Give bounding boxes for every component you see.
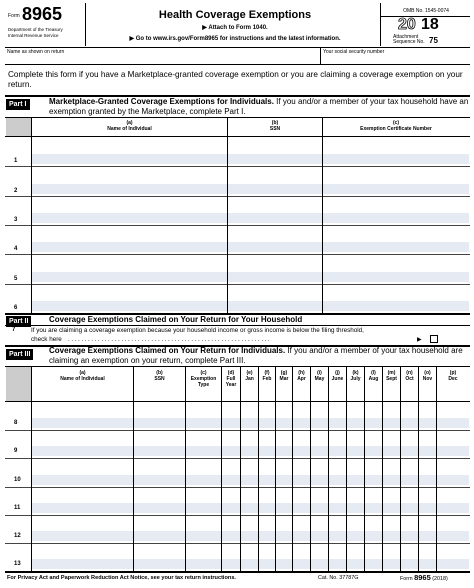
part-3-month-checkbox[interactable] — [365, 418, 382, 428]
part-3-month-checkbox[interactable] — [259, 531, 275, 541]
part-1-title-bold: Marketplace-Granted Coverage Exemptions for Individuals. — [49, 97, 274, 106]
part-3-month-checkbox[interactable] — [259, 503, 275, 513]
part-3-month-checkbox[interactable] — [437, 503, 469, 513]
part-3-text-field[interactable] — [32, 559, 133, 569]
part-3-month-checkbox[interactable] — [329, 418, 346, 428]
part-3-month-checkbox[interactable] — [419, 418, 436, 428]
part-1-col-c-header: (c) Exemption Certificate Number — [360, 120, 432, 132]
part-1-ssn-field[interactable] — [228, 184, 322, 194]
part-1-name-field[interactable] — [32, 184, 227, 194]
part-3-row-number: 13 — [14, 561, 21, 568]
part-3-month-checkbox[interactable] — [329, 503, 346, 513]
part-3-text-field[interactable] — [134, 475, 185, 485]
part-3-month-checkbox[interactable] — [347, 418, 364, 428]
part-2-badge: Part II — [6, 316, 31, 327]
part-3-month-checkbox[interactable] — [293, 503, 310, 513]
part-3-month-checkbox[interactable] — [222, 559, 240, 569]
part-1-row-number: 3 — [14, 216, 18, 223]
part-3-col-header: (h) Apr — [297, 370, 306, 382]
part-1-name-field[interactable] — [32, 301, 227, 311]
part-3-month-checkbox[interactable] — [401, 475, 418, 485]
part-3-month-checkbox[interactable] — [222, 475, 240, 485]
part-3-month-checkbox[interactable] — [241, 475, 258, 485]
part-3-month-checkbox[interactable] — [276, 503, 292, 513]
part-3-month-checkbox[interactable] — [276, 446, 292, 456]
part-3-col-header: (l) Aug — [368, 370, 379, 382]
part-3-month-checkbox[interactable] — [437, 559, 469, 569]
part-3-month-checkbox[interactable] — [383, 418, 400, 428]
part-3-col-header: (e) Jan — [245, 370, 254, 382]
part-3-col-header: (n) Oct — [405, 370, 414, 382]
part-1-ssn-field[interactable] — [228, 272, 322, 282]
line-7-number: 7 — [12, 327, 16, 333]
part-3-month-checkbox[interactable] — [437, 531, 469, 541]
footer-form-id — [400, 573, 448, 582]
part-3-month-checkbox[interactable] — [365, 446, 382, 456]
part-3-text-field[interactable] — [134, 559, 185, 569]
department-line-2: Internal Revenue Service — [8, 33, 59, 38]
part-3-month-checkbox[interactable] — [311, 559, 328, 569]
part-3-month-checkbox[interactable] — [329, 475, 346, 485]
part-1-row-number: 2 — [14, 187, 18, 194]
part-3-month-checkbox[interactable] — [293, 531, 310, 541]
line-7-arrow: ▶ — [417, 337, 422, 343]
part-1-col-b-header: (b) SSN — [269, 120, 281, 132]
footer-form-word: Form — [400, 576, 413, 582]
part-3-month-checkbox[interactable] — [347, 559, 364, 569]
part-3-month-checkbox[interactable] — [401, 418, 418, 428]
part-1-corner-shade — [6, 118, 31, 136]
part-1-certificate-field[interactable] — [323, 154, 469, 164]
part-3-month-checkbox[interactable] — [241, 446, 258, 456]
part-3-month-checkbox[interactable] — [222, 503, 240, 513]
part-3-col-header: (g) Mar — [279, 370, 289, 382]
part-3-month-checkbox[interactable] — [311, 418, 328, 428]
part-2-title-bold: Coverage Exemptions Claimed on Your Return for Your Household — [49, 315, 303, 324]
part-1-col-a-header: (a) Name of Individual — [107, 120, 152, 132]
part-1-certificate-field[interactable] — [323, 272, 469, 282]
part-3-text-field[interactable] — [186, 475, 221, 485]
part-1-row-number: 1 — [14, 158, 18, 165]
name-field[interactable] — [7, 55, 317, 63]
omb-number: OMB No. 1545-0074 — [403, 8, 449, 14]
part-1-badge: Part I — [6, 99, 30, 110]
name-label: Name as shown on return — [7, 49, 65, 55]
part-3-month-checkbox[interactable] — [419, 446, 436, 456]
part-1-row-number: 6 — [14, 304, 18, 311]
part-3-month-checkbox[interactable] — [419, 531, 436, 541]
part-3-month-checkbox[interactable] — [347, 446, 364, 456]
part-3-col-header: (k) July — [350, 370, 361, 382]
part-3-title-bold: Coverage Exemptions Claimed on Your Return for Individuals. — [49, 346, 286, 355]
part-3-row-number: 9 — [14, 448, 18, 455]
part-3-month-checkbox[interactable] — [222, 418, 240, 428]
part-3-month-checkbox[interactable] — [293, 418, 310, 428]
part-3-row-number: 10 — [14, 476, 21, 483]
part-3-month-checkbox[interactable] — [437, 446, 469, 456]
part-3-title — [49, 346, 469, 366]
part-3-month-checkbox[interactable] — [365, 503, 382, 513]
part-3-month-checkbox[interactable] — [383, 503, 400, 513]
part-1-ssn-field[interactable] — [228, 301, 322, 311]
part-3-text-field[interactable] — [134, 418, 185, 428]
part-3-text-field[interactable] — [134, 446, 185, 456]
part-3-text-field[interactable] — [186, 531, 221, 541]
part-3-col-header: (d) Full Year — [225, 370, 237, 388]
part-1-row-number: 4 — [14, 246, 18, 253]
part-3-month-checkbox[interactable] — [437, 475, 469, 485]
part-3-text-field[interactable] — [186, 418, 221, 428]
part-3-col-header: (o) Nov — [422, 370, 433, 382]
part-3-month-checkbox[interactable] — [329, 446, 346, 456]
tax-year-bold: 18 — [421, 16, 439, 33]
department-line-1: Department of the Treasury — [8, 27, 63, 32]
ssn-label: Your social security number — [323, 49, 385, 55]
part-3-month-checkbox[interactable] — [293, 446, 310, 456]
part-3-month-checkbox[interactable] — [347, 531, 364, 541]
part-1-certificate-field[interactable] — [323, 242, 469, 252]
part-3-col-header: (i) May — [314, 370, 325, 382]
part-1-certificate-field[interactable] — [323, 301, 469, 311]
part-3-text-field[interactable] — [134, 531, 185, 541]
part-3-month-checkbox[interactable] — [311, 475, 328, 485]
part-3-month-checkbox[interactable] — [276, 418, 292, 428]
part-3-month-checkbox[interactable] — [365, 475, 382, 485]
part-3-col-header: (m) Sept — [386, 370, 397, 382]
part-3-month-checkbox[interactable] — [259, 475, 275, 485]
part-3-month-checkbox[interactable] — [401, 531, 418, 541]
part-3-month-checkbox[interactable] — [241, 503, 258, 513]
part-3-col-header: (a) Name of Individual — [60, 370, 105, 382]
part-3-month-checkbox[interactable] — [419, 559, 436, 569]
part-3-month-checkbox[interactable] — [365, 559, 382, 569]
part-3-text-field[interactable] — [134, 503, 185, 513]
part-1-ssn-field[interactable] — [228, 213, 322, 223]
part-3-month-checkbox[interactable] — [365, 531, 382, 541]
part-3-month-checkbox[interactable] — [311, 503, 328, 513]
part-1-name-field[interactable] — [32, 272, 227, 282]
part-3-month-checkbox[interactable] — [347, 503, 364, 513]
tax-year-outline: 20 — [398, 16, 416, 33]
attach-instruction: ▶ Attach to Form 1040. — [202, 25, 268, 31]
part-3-text-field[interactable] — [32, 446, 133, 456]
catalog-number: Cat. No. 37787G — [318, 575, 359, 581]
part-3-month-checkbox[interactable] — [293, 475, 310, 485]
part-3-month-checkbox[interactable] — [311, 531, 328, 541]
sequence-label: Sequence No. — [393, 39, 425, 45]
part-3-month-checkbox[interactable] — [241, 418, 258, 428]
part-3-month-checkbox[interactable] — [401, 503, 418, 513]
line-7-leader-dots: . . . . . . . . . . . . . . . . . . . . . . . . . . . . . . . . . . . . . . . . . . . . . . . . . . . . . . . . . . . . . — [68, 337, 270, 343]
attachment-label: Attachment — [393, 34, 419, 40]
part-1-name-field[interactable] — [32, 242, 227, 252]
part-3-text-field[interactable] — [32, 503, 133, 513]
part-3-month-checkbox[interactable] — [293, 559, 310, 569]
part-3-col-header: (c) Exemption Type — [190, 370, 217, 388]
part-3-month-checkbox[interactable] — [276, 475, 292, 485]
part-1-name-field[interactable] — [32, 213, 227, 223]
part-3-text-field[interactable] — [32, 531, 133, 541]
part-3-row-number: 11 — [14, 504, 21, 511]
irs-website-instruction: ▶ Go to www.irs.gov/Form8965 for instructions and the latest information. — [129, 36, 341, 42]
part-3-month-checkbox[interactable] — [383, 559, 400, 569]
part-3-month-checkbox[interactable] — [329, 531, 346, 541]
intro-instructions: Complete this form if you have a Marketplace-granted coverage exemption or you are claiming a coverage exemption on your return. — [8, 70, 463, 89]
footer-form-year: (2018) — [432, 576, 448, 582]
part-3-badge: Part III — [6, 349, 33, 360]
part-3-corner-shade — [6, 367, 31, 401]
part-3-text-field[interactable] — [186, 503, 221, 513]
part-3-month-checkbox[interactable] — [259, 446, 275, 456]
part-3-month-checkbox[interactable] — [222, 531, 240, 541]
footer-form-number: 8965 — [414, 573, 431, 582]
part-3-col-header: (p) Dec — [448, 370, 458, 382]
part-3-month-checkbox[interactable] — [259, 418, 275, 428]
line-7-checkbox[interactable] — [430, 335, 438, 343]
part-1-title-rest: If you and/or a member of your tax household have an exemption granted by the Marketplace, complete Part I. — [49, 97, 469, 116]
part-3-month-checkbox[interactable] — [311, 446, 328, 456]
part-1-certificate-field[interactable] — [323, 213, 469, 223]
part-2-title — [49, 315, 469, 325]
part-3-month-checkbox[interactable] — [222, 446, 240, 456]
part-3-month-checkbox[interactable] — [241, 559, 258, 569]
part-3-month-checkbox[interactable] — [401, 446, 418, 456]
part-1-row-number: 5 — [14, 275, 18, 282]
part-3-month-checkbox[interactable] — [347, 475, 364, 485]
part-1-ssn-field[interactable] — [228, 154, 322, 164]
part-3-text-field[interactable] — [186, 559, 221, 569]
part-3-month-checkbox[interactable] — [276, 559, 292, 569]
part-3-text-field[interactable] — [32, 475, 133, 485]
form-number: 8965 — [22, 4, 63, 24]
part-3-col-header: (j) June — [331, 370, 344, 382]
privacy-notice: For Privacy Act and Paperwork Reduction Act Notice, see your tax return instructions. — [7, 575, 236, 581]
form-title: Health Coverage Exemptions — [158, 9, 312, 21]
part-3-month-checkbox[interactable] — [383, 446, 400, 456]
part-3-title-rest: If you and/or a member of your tax household are claiming an exemption on your return, complete Part III. — [49, 346, 463, 365]
part-3-month-checkbox[interactable] — [437, 418, 469, 428]
part-3-month-checkbox[interactable] — [383, 531, 400, 541]
part-3-row-number: 12 — [14, 533, 21, 539]
part-1-ssn-field[interactable] — [228, 242, 322, 252]
part-1-title — [49, 97, 469, 117]
part-1-name-field[interactable] — [32, 154, 227, 164]
part-3-col-header: (b) SSN — [154, 370, 165, 382]
part-3-month-checkbox[interactable] — [259, 559, 275, 569]
part-3-month-checkbox[interactable] — [419, 475, 436, 485]
part-3-month-checkbox[interactable] — [401, 559, 418, 569]
part-3-col-header: (f) Feb — [262, 370, 272, 382]
form-word: Form — [8, 13, 20, 19]
part-3-month-checkbox[interactable] — [383, 475, 400, 485]
part-3-text-field[interactable] — [186, 446, 221, 456]
ssn-field[interactable] — [323, 55, 468, 63]
part-3-month-checkbox[interactable] — [419, 503, 436, 513]
part-3-row-number: 8 — [14, 420, 18, 427]
part-3-text-field[interactable] — [32, 418, 133, 428]
part-1-certificate-field[interactable] — [323, 184, 469, 194]
line-7-check-here: check here — [31, 336, 62, 343]
line-7-text: If you are claiming a coverage exemption because your household income or gross income is below the filing threshold, — [31, 327, 364, 334]
part-3-month-checkbox[interactable] — [276, 531, 292, 541]
part-3-month-checkbox[interactable] — [329, 559, 346, 569]
part-3-month-checkbox[interactable] — [241, 531, 258, 541]
sequence-number: 75 — [429, 36, 438, 45]
